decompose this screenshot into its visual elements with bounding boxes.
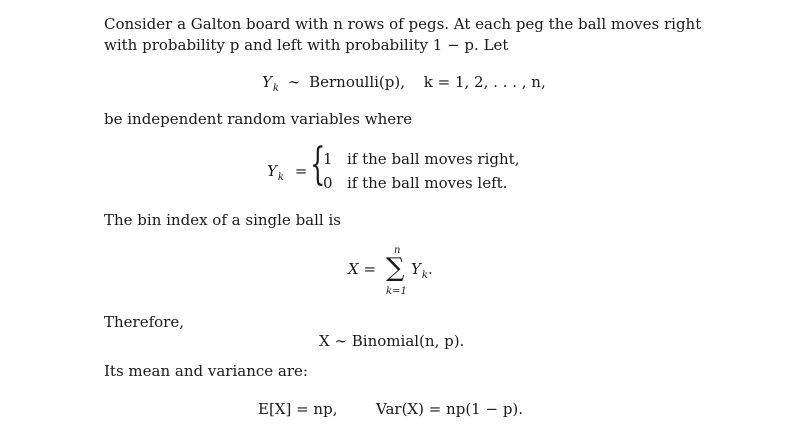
equals-symbol: = <box>294 162 308 180</box>
mean-variance-text: Its mean and variance are: <box>104 362 308 380</box>
index-range: k = 1, 2, . . . , n, <box>423 73 546 91</box>
bernoulli-dist: Bernoulli(p), <box>309 73 405 91</box>
case-2-value: 0 <box>323 174 333 192</box>
equation-variance: Var(X) = np(1 − p). <box>376 400 524 418</box>
equation-bernoulli <box>262 73 546 94</box>
sum-lhs: X = <box>348 260 377 278</box>
equation-binomial: X ∼ Binomial(n, p). <box>319 332 465 350</box>
intro-line-2: with probability p and left with probability 1 − p. Let <box>104 36 509 54</box>
yk-symbol-cases: Y <box>267 162 277 180</box>
sum-term <box>411 260 433 281</box>
case-2-text: if the ball moves left. <box>347 174 508 192</box>
sum-period: . <box>427 260 433 278</box>
sum-upper-limit: n <box>394 245 401 256</box>
intro-line-1: Consider a Galton board with n rows of pegs. At each peg the ball moves right <box>104 15 702 33</box>
case-1-text: if the ball moves right, <box>347 150 520 168</box>
independent-text: be independent random variables where <box>104 110 413 128</box>
yk-symbol: Y <box>262 73 272 91</box>
yk-symbol-sum: Y <box>411 260 421 278</box>
case-1-value: 1 <box>323 150 333 168</box>
yk-subscript: k <box>272 83 279 94</box>
sum-lower-limit: k=1 <box>386 286 407 297</box>
tilde-symbol: ∼ <box>287 73 301 91</box>
summation-symbol: ∑ <box>386 253 405 283</box>
cases-lhs <box>267 162 308 183</box>
yk-subscript-cases: k <box>277 172 284 183</box>
equation-mean: E[X] = np, <box>258 400 338 418</box>
bin-index-text: The bin index of a single ball is <box>104 211 341 229</box>
therefore-text: Therefore, <box>104 313 184 331</box>
cases-brace: { <box>310 139 326 190</box>
yk-subscript-sum: k <box>421 270 428 281</box>
